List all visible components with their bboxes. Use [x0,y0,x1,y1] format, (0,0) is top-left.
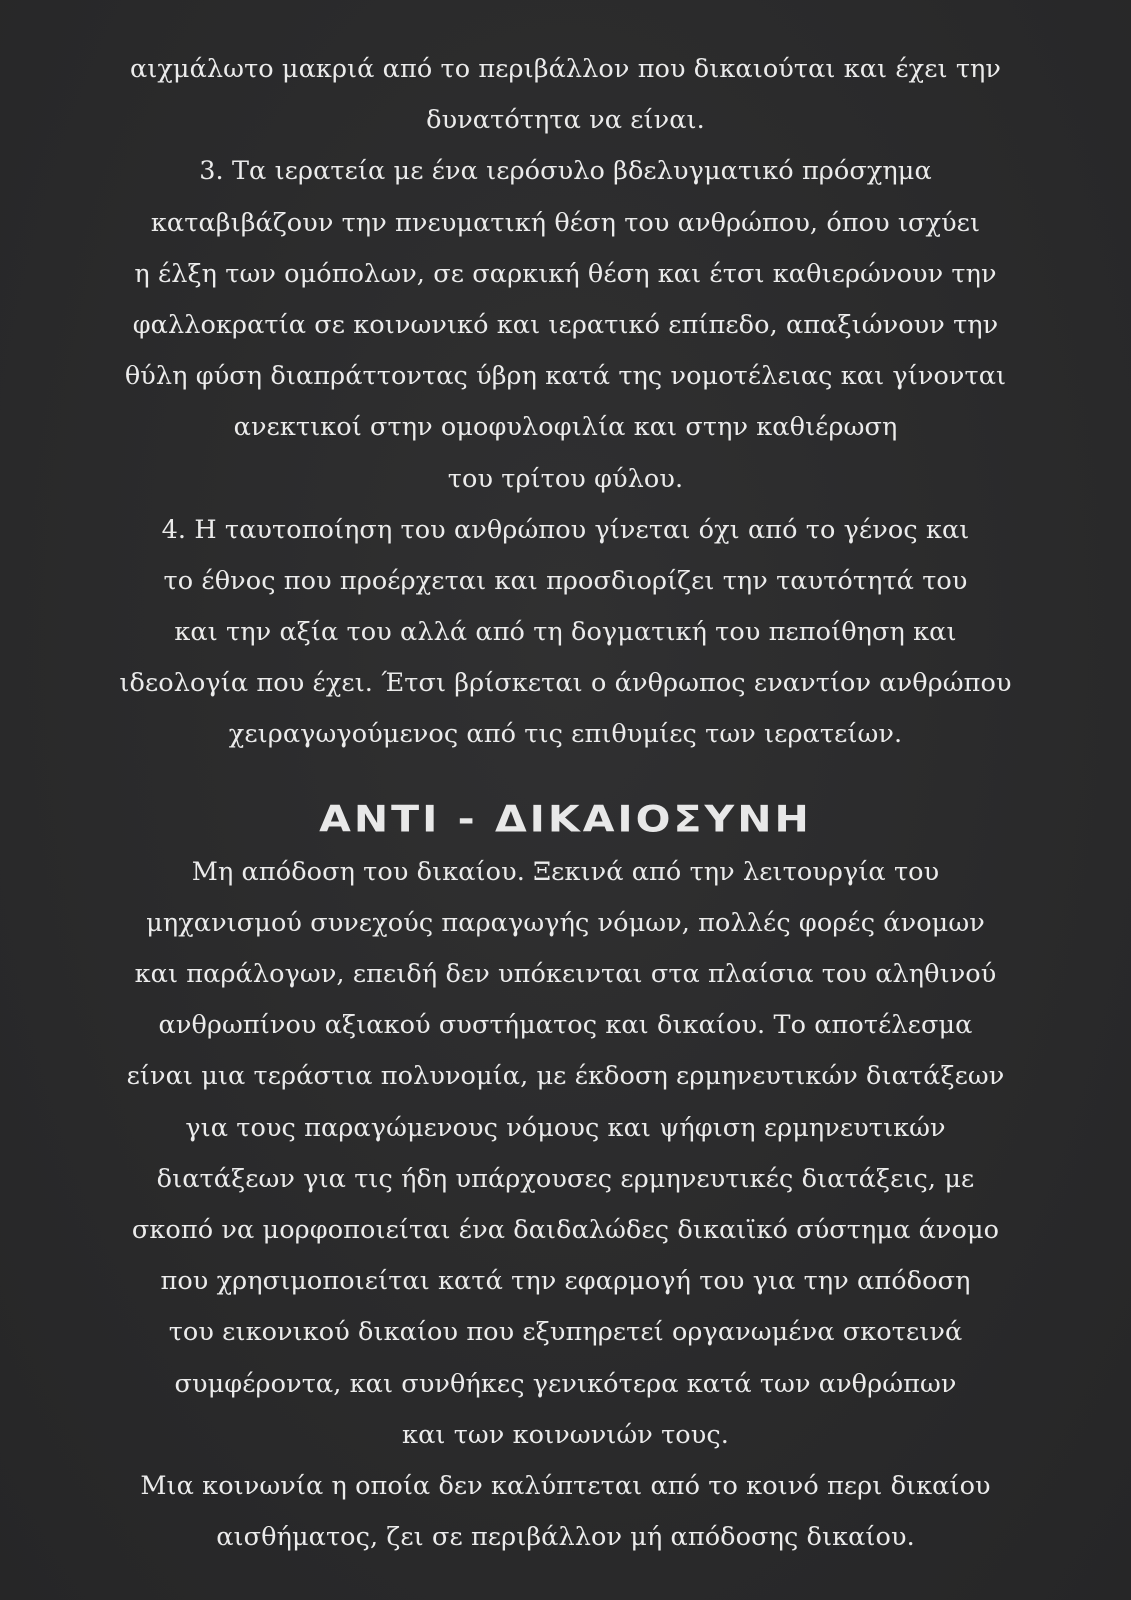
text-line: του τρίτου φύλου. [447,463,684,494]
text-line: δυνατότητα να είναι. [426,105,705,136]
text-line: μηχανισμού συνεχούς παραγωγής νόμων, πολλές φορές άνομων [146,907,985,938]
text-line: το έθνος που προέρχεται και προσδιορίζει την ταυτότητά του [163,565,968,596]
paragraph-block-top [0,44,1131,761]
text-line: φαλλοκρατία σε κοινωνικό και ιερατικό επίπεδο, απαξιώνουν την [132,309,999,340]
text-line: για τους παραγώμενους νόμους και ψήφιση ερμηνευτικών [185,1112,946,1143]
text-line: Μια κοινωνία η οποία δεν καλύπτεται από το κοινό περι δικαίου [140,1470,991,1501]
text-line: αιχμάλωτο μακριά από το περιβάλλον που δικαιούται και έχει την [129,54,1002,84]
section-heading: ΑΝΤΙ - ΔΙΚΑΙΟΣΥΝΗ [319,797,812,840]
text-line: χειραγωγούμενος από τις επιθυμίες των ιερατείων. [228,719,903,750]
text-line: η έλξη των ομόπολων, σε σαρκική θέση και έτσι καθιερώνουν την [134,258,997,289]
text-line: του εικονικού δικαίου που εξυπηρετεί οργανωμένα σκοτεινά [168,1317,963,1348]
paragraph-block-section [0,847,1131,1564]
text-line: και παράλογων, επειδή δεν υπόκεινται στα πλαίσια του αληθινού [134,959,997,989]
text-line: αισθήματος, ζει σε περιβάλλον μή απόδοσης δικαίου. [216,1522,915,1553]
text-line: διατάξεων για τις ήδη υπάρχουσες ερμηνευτικές διατάξεις, με [156,1163,975,1194]
text-line: Μη απόδοση του δικαίου. Ξεκινά από την λειτουργία του [191,856,940,887]
text-line: 3. Τα ιερατεία με ένα ιερόσυλο βδελυγματικό πρόσχημα [199,156,932,187]
text-line: 4. Η ταυτοποίηση του ανθρώπου γίνεται όχι από το γένος και [161,514,970,545]
text-line: ανεκτικοί στην ομοφυλοφιλία και στην καθιέρωση [233,412,898,443]
text-line: ιδεολογία που έχει. Έτσι βρίσκεται ο άνθρωπος εναντίον ανθρώπου [119,668,1012,699]
text-line: σκοπό να μορφοποιείται ένα δαιδαλώδες δικαιϊκό σύστημα άνομο [131,1214,1000,1245]
text-line: ανθρωπίνου αξιακού συστήματος και δικαίου. Το αποτέλεσμα [158,1010,973,1041]
text-line: θύλη φύση διαπράττοντας ύβρη κατά της νομοτέλειας και γίνονται [124,361,1007,392]
text-line: που χρησιμοποιείται κατά την εφαρμογή του για την απόδοση [160,1266,971,1297]
text-line: συμφέροντα, και συνθήκες γενικότερα κατά των ανθρώπων [174,1368,957,1399]
text-line: και την αξία του αλλά από τη δογματική του πεποίθηση και [174,617,957,648]
text-line: είναι μια τεράστια πολυνομία, με έκδοση ερμηνευτικών διατάξεων [126,1061,1005,1092]
text-line: καταβιβάζουν την πνευματική θέση του ανθρώπου, όπου ισχύει [150,207,981,238]
text-line: και των κοινωνιών τους. [402,1419,729,1450]
